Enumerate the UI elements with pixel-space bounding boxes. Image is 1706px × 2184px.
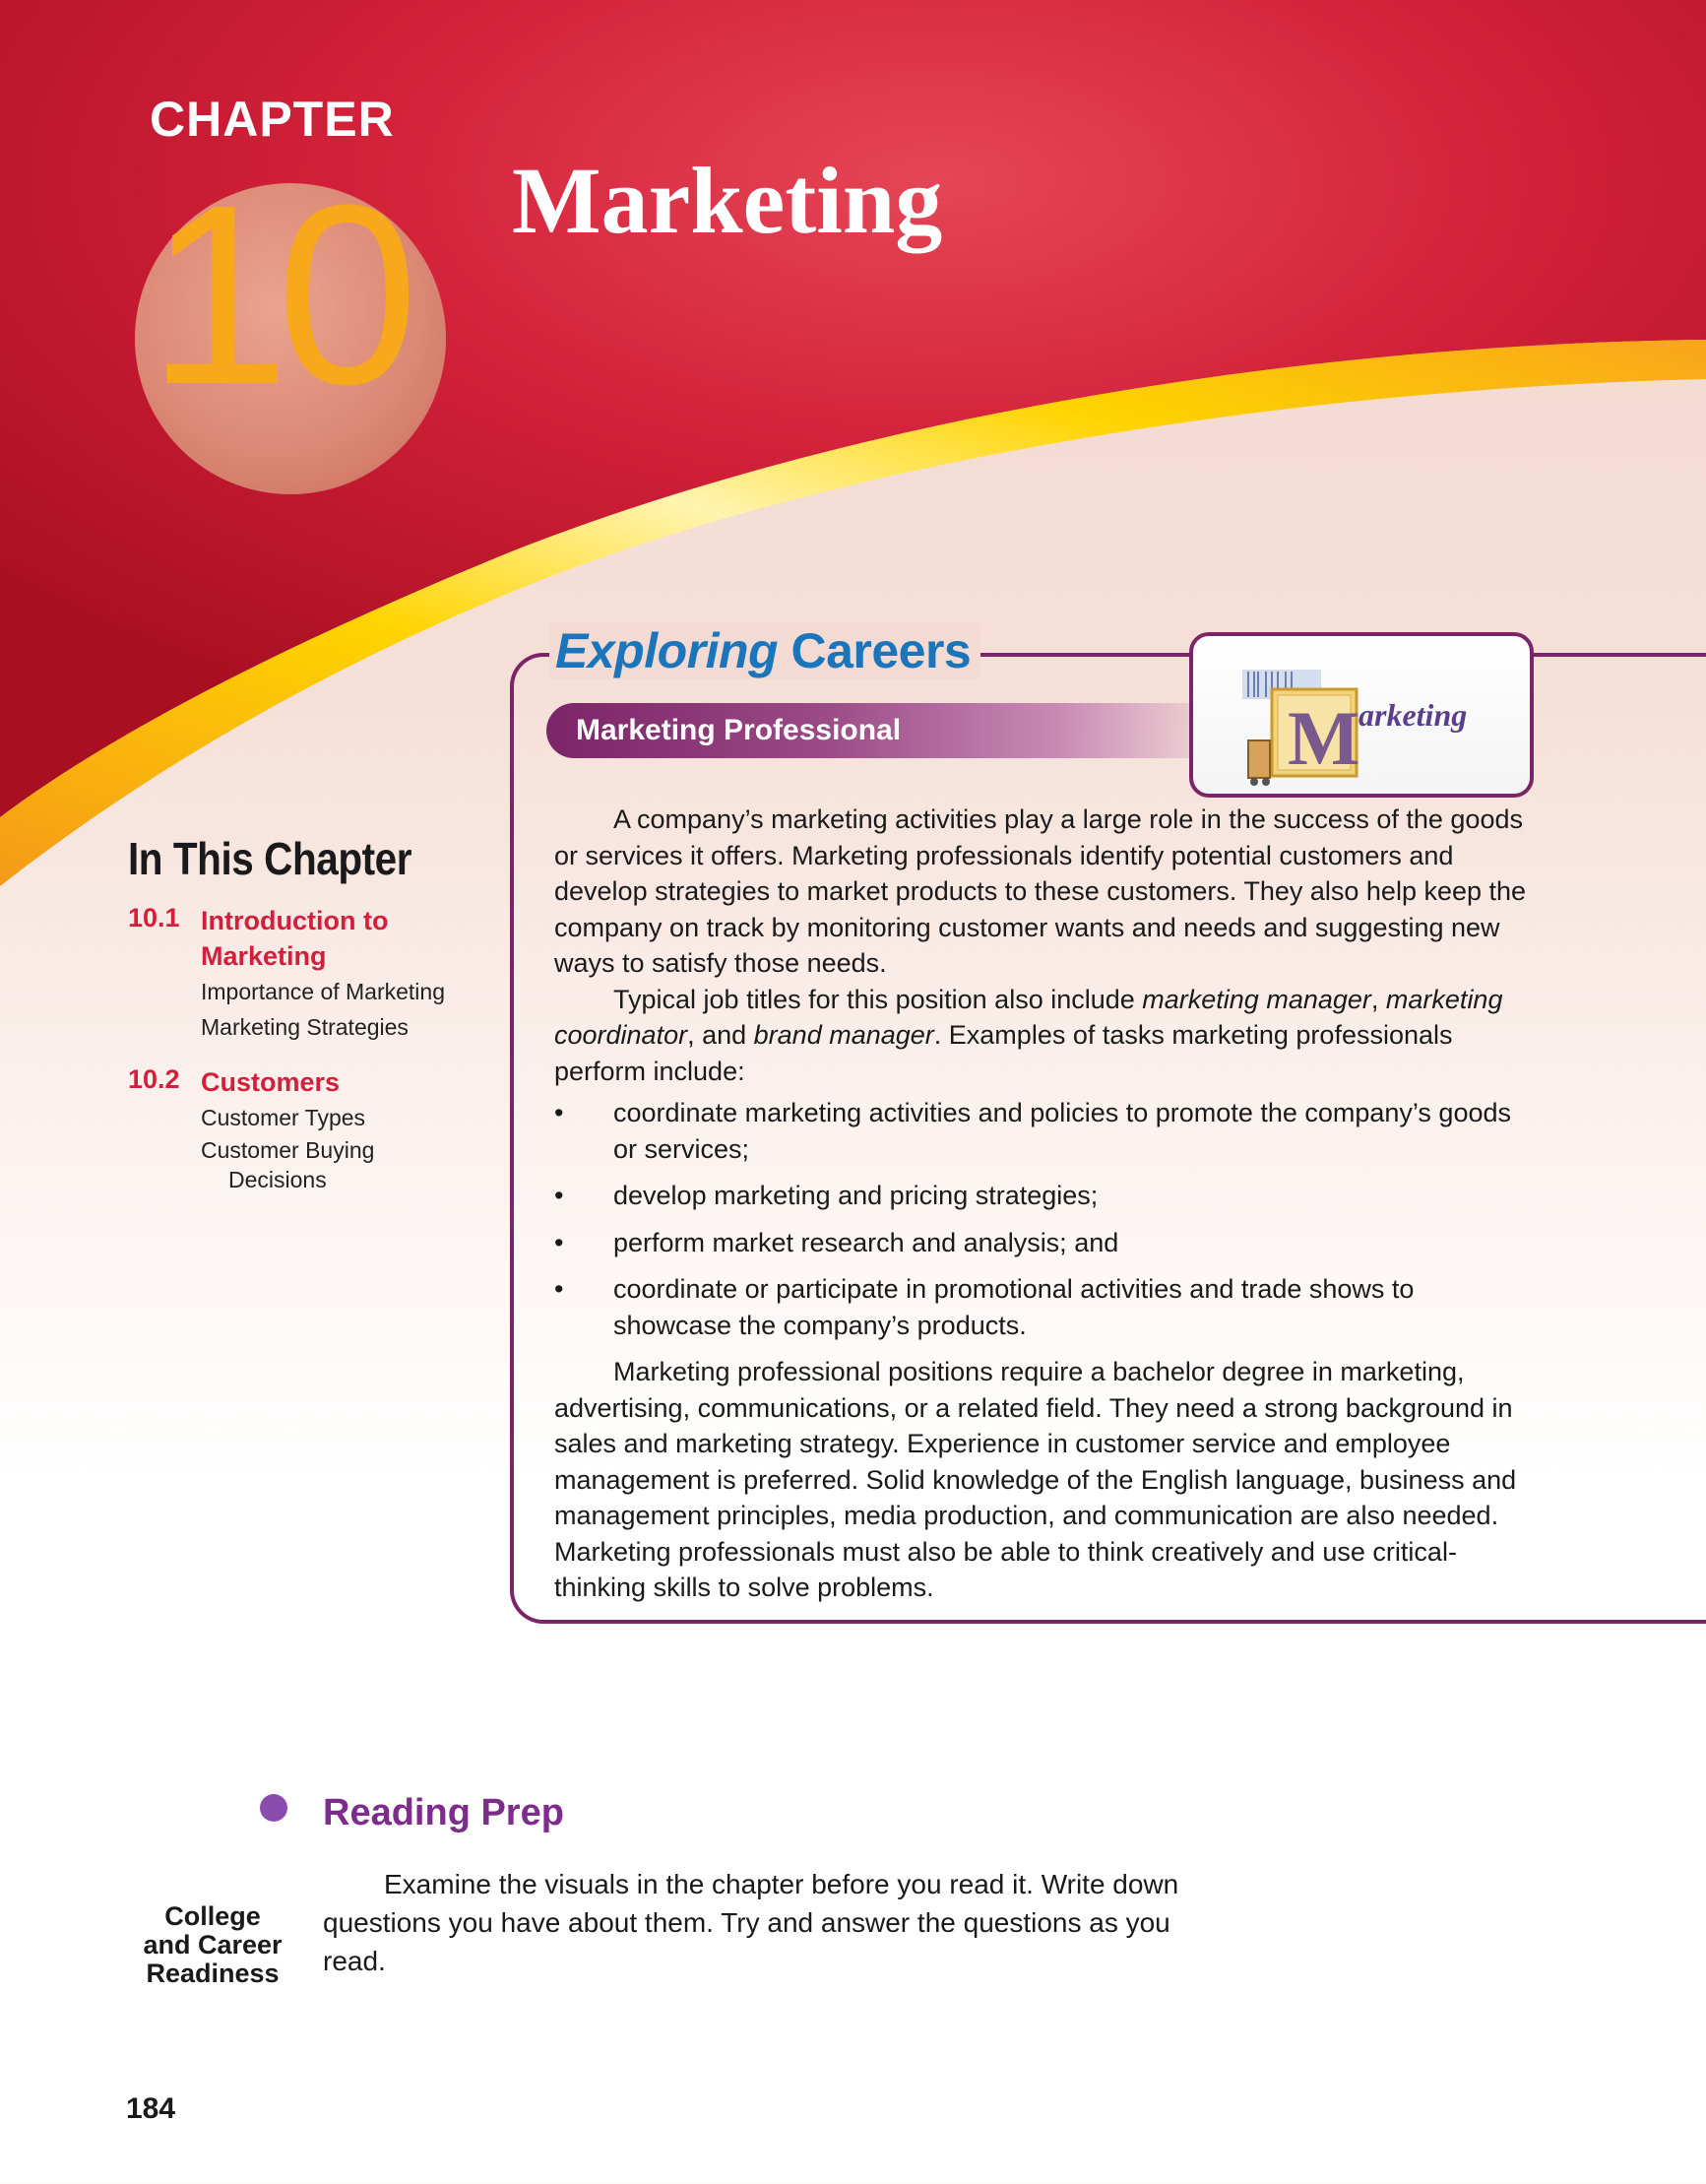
task-item: • coordinate or participate in promotional activities and trade shows to showcase the company’s products.: [554, 1271, 1539, 1343]
career-title: Marketing Professional: [576, 714, 902, 746]
section-title: Introduction to Marketing: [201, 906, 389, 971]
section-subtopic: Importance of Marketing: [201, 979, 446, 1004]
task-item: • develop marketing and pricing strategies;: [554, 1178, 1539, 1214]
section-number: 10.2: [128, 1064, 180, 1094]
section-subtopic: Customer Types: [201, 1105, 366, 1130]
career-paragraph: Marketing professional positions require a bachelor degree in marketing, advertising, communications, or a related field. They need a strong background in sales and marketing strategy. Experience in customer service and employee management is preferred. Solid knowledge of the English language, business and management principles, media production, and communication are also needed. Marketing professionals must also be able to think creatively and use critical-thinking skills to solve problems.: [554, 1357, 1517, 1602]
exploring-careers-heading: Exploring Careers: [549, 622, 980, 679]
career-title-banner: [546, 703, 1235, 758]
marketing-cluster-icon: [1242, 650, 1360, 788]
in-this-chapter: [128, 832, 492, 1214]
career-paragraph: Typical job titles for this position also include marketing manager, marketing coordinator, and brand manager. Examples of tasks marketing professionals perform include:: [554, 984, 1503, 1086]
chapter-number: 10: [148, 153, 406, 438]
logo-letter: M: [1288, 695, 1360, 781]
section-number: 10.1: [128, 903, 180, 932]
chapter-label: CHAPTER: [150, 92, 395, 147]
college-career-readiness-label: College and Career Readiness: [143, 1901, 283, 1988]
in-this-chapter-heading: In This Chapter: [128, 833, 412, 884]
section-title: Customers: [201, 1067, 341, 1097]
logo-text: arketing: [1358, 697, 1468, 733]
reading-prep-heading: Reading Prep: [323, 1792, 564, 1833]
chapter-section: [128, 903, 492, 1045]
section-subtopic: Marketing Strategies: [201, 1014, 409, 1040]
chapter-title: Marketing: [512, 148, 943, 253]
section-subtopic: Customer Buying Decisions: [201, 1137, 375, 1192]
career-paragraph: A company’s marketing activities play a large role in the success of the goods or services it offers. Marketing professionals identify potential customers and develop strategies to market products to these customers. They also help keep the company on track by monitoring customer wants and needs and suggesting new ways to satisfy those needs.: [554, 804, 1527, 978]
career-task-list: [554, 1095, 1539, 1343]
task-item: • perform market research and analysis; and: [554, 1225, 1539, 1261]
task-item: • coordinate marketing activities and policies to promote the company’s goods or services;: [554, 1095, 1539, 1167]
college-career-readiness-icon: [138, 1723, 295, 1910]
page-number: 184: [126, 2092, 176, 2125]
chapter-section: [128, 1064, 492, 1194]
marketing-cluster-logo: [1189, 632, 1534, 798]
career-description: [554, 802, 1539, 1606]
reading-prep-body: Examine the visuals in the chapter before you read it. Write down questions you have about them. Try and answer the questions as you read.: [323, 1869, 1179, 1976]
